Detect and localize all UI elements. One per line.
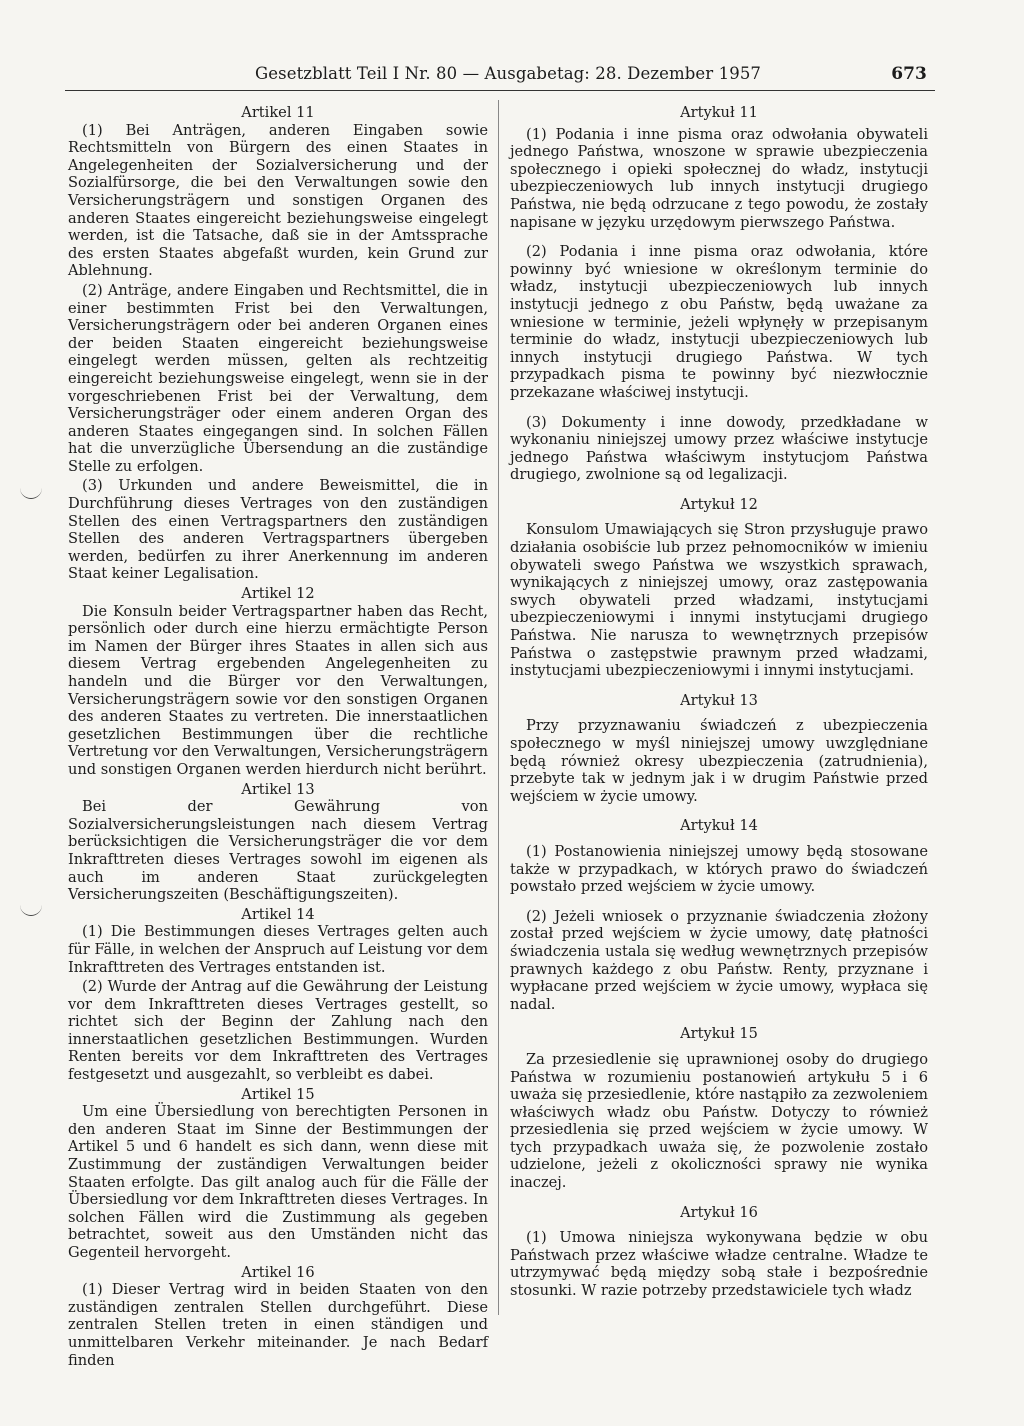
paragraph-de: Um eine Übersiedlung von berechtigten Personen in den anderen Staat im Sinne der Bestimmungen der Artikel 5 und 6 handelt es sich dann, wenn diese mit Zustimmung der zuständigen Verwaltungen beider Staaten erfolgte. Das gilt analog auch für die Fälle der Übersiedlung vor dem Inkrafttreten dieses Vertrages. In solchen Fällen wird die Zustimmung als gegeben betrachtet, soweit aus den Umständen nicht das Gegenteil hervorgeht. <box>68 1103 488 1261</box>
header-rule <box>65 90 935 91</box>
article-heading-de: Artikel 16 <box>241 1263 315 1281</box>
paragraph-pl: (1) Umowa niniejsza wykonywana będzie w obu Państwach przez właściwe władze centralne. Władze te utrzymywać będą między sobą stałe i bezpośrednie stosunki. W razie potrzeby przedstawiciele tych władz <box>510 1229 928 1300</box>
column-divider <box>498 100 499 1315</box>
publication-title: Gesetzblatt Teil I Nr. 80 — Ausgabetag: 28. Dezember 1957 <box>255 64 762 83</box>
paragraph-de: (1) Die Bestimmungen dieses Vertrages gelten auch für Fälle, in welchen der Anspruch auf Leistung vor dem Inkrafttreten des Vertrages entstanden ist. <box>68 923 488 976</box>
paragraph-de: (1) Dieser Vertrag wird in beiden Staaten von den zuständigen zentralen Stellen durchgeführt. Diese zentralen Stellen treten in einen ständigen und unmittelbaren Verkehr miteinander. Je nach Bedarf finden <box>68 1281 488 1369</box>
paragraph-pl: Przy przyznawaniu świadczeń z ubezpieczenia społecznego w myśl niniejszej umowy uwzględniane będą również okresy ubezpieczenia (zatrudnienia), przebyte tak w jednym jak i w drugim Państwie przed wejściem w życie umowy. <box>510 717 928 805</box>
page-header <box>255 64 935 83</box>
margin-mark <box>20 488 42 499</box>
article-heading-de: Artikel 15 <box>241 1085 315 1103</box>
article-heading-de: Artikel 12 <box>241 585 315 603</box>
paragraph-pl: Konsulom Umawiających się Stron przysługuje prawo działania osobiście lub przez pełnomocników w imieniu obywateli swego Państwa we wszystkich sprawach, wynikających z niniejszej umowy, oraz zastępowania swych obywateli przed władzami, instytucjami ubezpieczeniowymi i innymi instytucjami drugiego Państwa. Nie narusza to wewnętrznych przepisów Państwa o zastępstwie prawnym przed władzami, instytucjami ubezpieczeniowymi i innymi instytucjami. <box>510 521 928 680</box>
paragraph-pl: (3) Dokumenty i inne dowody, przedkładane w wykonaniu niniejszej umowy przez właściwe instytucje jednego Państwa właściwym instytucjom Państwa drugiego, zwolnione są od legalizacji. <box>510 413 928 484</box>
article-heading-de: Artikel 11 <box>241 104 315 121</box>
article-heading-pl: Artykuł 14 <box>680 817 758 835</box>
paragraph-de: (3) Urkunden und andere Beweismittel, die in Durchführung dieses Vertrages von den zuständigen Stellen des einen Vertragspartners den zuständigen Stellen des anderen Vertragspartners übergeben werden, bedürfen zu ihrer Anerkennung im anderen Staat keiner Legalisation. <box>68 477 488 583</box>
paragraph-de: (2) Anträge, andere Eingaben und Rechtsmittel, die in einer bestimmten Frist bei den Verwaltungen, Versicherungsträgern oder bei anderen Organen eines der beiden Staaten eingereicht beziehungsweise eingelegt werden müssen, gelten als rechtzeitig eingereicht beziehungsweise eingelegt, wenn sie in der vorgeschriebenen Frist bei der Verwaltung, dem Versicherungsträger oder einem anderen Organ des anderen Staates eingegangen sind. In solchen Fällen hat die unverzügliche Übersendung an die zuständige Stelle zu erfolgen. <box>68 281 488 475</box>
article-heading-pl: Artykuł 12 <box>680 495 758 513</box>
paragraph-pl: (2) Podania i inne pisma oraz odwołania, które powinny być wniesione w określonym terminie do władz, instytucji ubezpieczeniowych lub innych instytucji jednego z obu Państw, będą uważane za wniesione w terminie, jeżeli wpłynęły w przepisanym terminie do władz, instytucji ubezpieczeniowych lub innych instytucji drugiego Państwa. W tych przypadkach pisma te powinny być niezwłocznie przekazane właściwej instytucji. <box>510 243 928 401</box>
paragraph-de: (2) Wurde der Antrag auf die Gewährung der Leistung vor dem Inkrafttreten dieses Vertrages gestellt, so richtet sich der Beginn der Zahlung nach den innerstaatlichen gesetzlichen Bestimmungen. Wurden Renten bereits vor dem Inkrafttreten des Vertrages festgesetzt und ausgezahlt, so verbleibt es dabei. <box>68 978 488 1084</box>
paragraph-de: Bei der Gewährung von Sozialversicherungsleistungen nach diesem Vertrag berücksichtigen die Versicherungsträger die vor dem Inkrafttreten dieses Vertrages sowohl im eigenen als auch im anderen Staat zurückgelegten Versicherungszeiten (Beschäftigungszeiten). <box>68 798 488 904</box>
article-heading-pl: Artykuł 16 <box>680 1203 758 1221</box>
paragraph-pl: (2) Jeżeli wniosek o przyznanie świadczenia złożony został przed wejściem w życie umowy, datę płatności świadczenia ustala się według wewnętrznych przepisów prawnych każdego z obu Państw. Renty, przyznane i wypłacane przed wejściem w życie umowy, wypłaca się nadal. <box>510 907 928 1013</box>
polish-column <box>510 102 928 1312</box>
paragraph-de: (1) Bei Anträgen, anderen Eingaben sowie Rechtsmitteln von Bürgern des einen Staates in Angelegenheiten der Sozialversicherung und der Sozialfürsorge, die bei den Verwaltungen sowie den Versicherungsträgern und sonstigen Organen des anderen Staates eingereicht beziehungsweise eingelegt werden, ist die Tatsache, daß sie in der Amtssprache des ersten Staates abgefaßt wurden, kein Grund zur Ablehnung. <box>68 121 488 280</box>
german-column <box>68 102 488 1371</box>
article-heading-pl: Artykuł 13 <box>680 691 758 709</box>
page-number: 673 <box>891 64 927 84</box>
article-heading-de: Artikel 14 <box>241 905 315 923</box>
paragraph-pl: (1) Podania i inne pisma oraz odwołania obywateli jednego Państwa, wnoszone w sprawie ubezpieczenia społecznego i opieki społecznej do władz, instytucji ubezpieczeniowych lub innych instytucji drugiego Państwa, nie będą odrzucane z tego powodu, że zostały napisane w języku urzędowym pierwszego Państwa. <box>510 125 928 231</box>
article-heading-pl: Artykuł 11 <box>680 104 758 121</box>
article-heading-de: Artikel 13 <box>241 780 315 798</box>
paragraph-pl: Za przesiedlenie się uprawnionej osoby do drugiego Państwa w rozumieniu postanowień artykułu 5 i 6 uważa się przesiedlenie, które nastąpiło za zezwoleniem właściwych władz obu Państw. Dotyczy to również przesiedlenia się przed wejściem w życie umowy. W tych przypadkach uważa się, że pozwolenie zostało udzielone, jeżeli z okoliczności sprawy nie wynika inaczej. <box>510 1050 928 1192</box>
article-heading-pl: Artykuł 15 <box>680 1025 758 1043</box>
margin-mark <box>20 905 42 916</box>
paragraph-de: Die Konsuln beider Vertragspartner haben das Recht, persönlich oder durch eine hierzu ermächtigte Person im Namen der Bürger ihres Staates in allen sich aus diesem Vertrag ergebenden Angelegenheiten zu handeln und die Bürger vor den Verwaltungen, Versicherungsträgern sowie vor den sonstigen Organen des anderen Staates zu vertreten. Die innerstaatlichen gesetzlichen Bestimmungen über die rechtliche Vertretung vor den Verwaltungen, Versicherungsträgern und sonstigen Organen werden hierdurch nicht berührt. <box>68 602 488 778</box>
paragraph-pl: (1) Postanowienia niniejszej umowy będą stosowane także w przypadkach, w których prawo do świadczeń powstało przed wejściem w życie umowy. <box>510 842 928 896</box>
